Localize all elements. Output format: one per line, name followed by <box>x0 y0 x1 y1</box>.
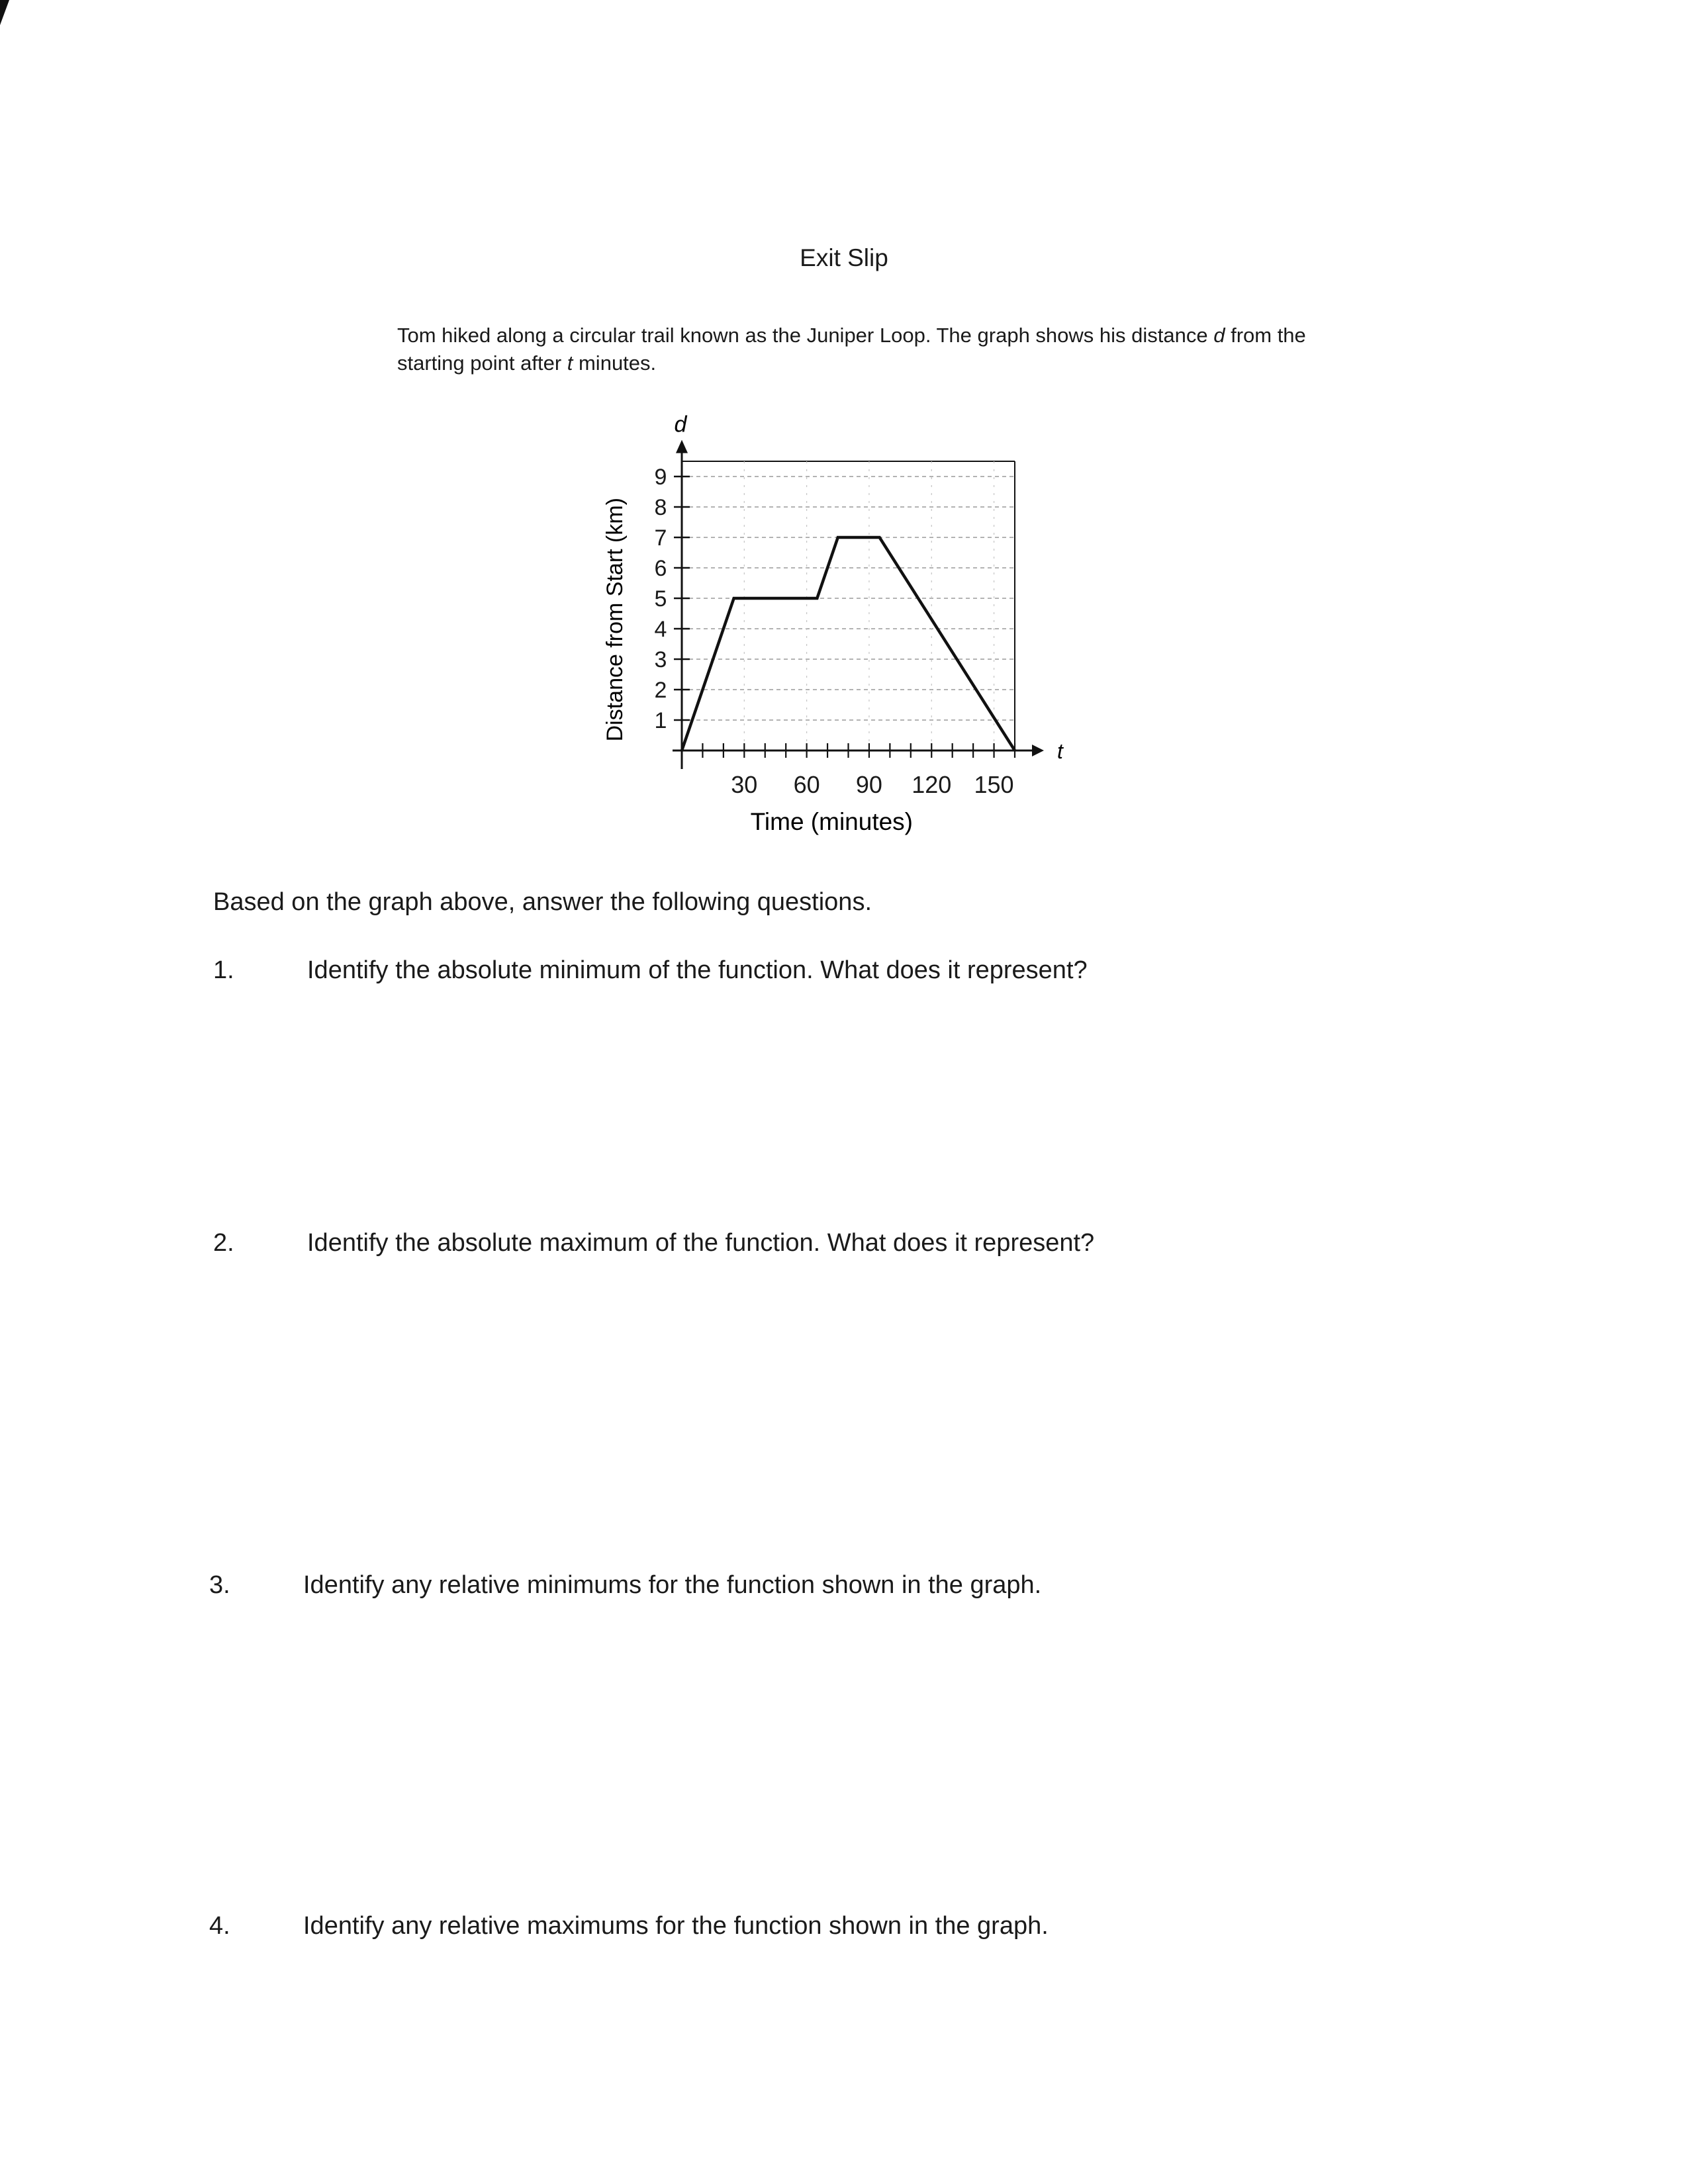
y-tick-label: 8 <box>654 495 667 520</box>
y-tick-label: 3 <box>654 647 667 672</box>
y-axis-variable: d <box>674 412 687 437</box>
x-tick-label: 150 <box>974 771 1014 798</box>
question-number: 4. <box>209 1912 230 1940</box>
y-tick-label: 4 <box>654 617 667 642</box>
question-text: Identify the absolute minimum of the function. What does it represent? <box>307 956 1088 984</box>
intro-text-1: Tom hiked along a circular trail known as the Juniper Loop. The graph shows his distance <box>397 324 1214 347</box>
axis-ticks <box>655 465 1015 798</box>
y-tick-label: 5 <box>654 586 667 612</box>
distance-time-graph <box>583 397 1086 854</box>
y-axis-arrowhead <box>676 440 688 453</box>
question-text: Identify any relative minimums for the function shown in the graph. <box>303 1571 1042 1599</box>
y-tick-label: 1 <box>654 708 667 733</box>
question-text: Identify the absolute maximum of the function. What does it represent? <box>307 1229 1095 1257</box>
x-tick-label: 30 <box>731 771 758 798</box>
question-number: 3. <box>209 1571 230 1599</box>
series-line-distance <box>682 537 1015 751</box>
y-tick-label: 9 <box>654 465 667 490</box>
y-axis-title: Distance from Start (km) <box>602 498 628 742</box>
question-text: Identify any relative maximums for the function shown in the graph. <box>303 1912 1049 1940</box>
intro-var-t: t <box>567 351 573 375</box>
x-axis-title: Time (minutes) <box>750 808 914 835</box>
question-number: 2. <box>213 1229 234 1257</box>
x-tick-label: 90 <box>855 771 882 798</box>
intro-paragraph <box>397 322 1337 377</box>
y-tick-label: 2 <box>654 678 667 703</box>
y-tick-label: 7 <box>654 525 667 551</box>
x-tick-label: 60 <box>793 771 820 798</box>
x-tick-label: 120 <box>912 771 952 798</box>
instructions-text: Based on the graph above, answer the following questions. <box>213 888 872 916</box>
page-title: Exit Slip <box>800 244 888 271</box>
question-number: 1. <box>213 956 234 984</box>
x-axis-variable: t <box>1057 739 1063 763</box>
intro-var-d: d <box>1213 324 1225 347</box>
scan-edge-mark <box>0 0 9 25</box>
series <box>682 537 1015 751</box>
x-axis-arrowhead <box>1032 745 1044 756</box>
intro-text-3: minutes. <box>573 351 657 375</box>
intro-text-2: from the starting point after <box>397 324 1306 375</box>
y-tick-label: 6 <box>654 556 667 581</box>
